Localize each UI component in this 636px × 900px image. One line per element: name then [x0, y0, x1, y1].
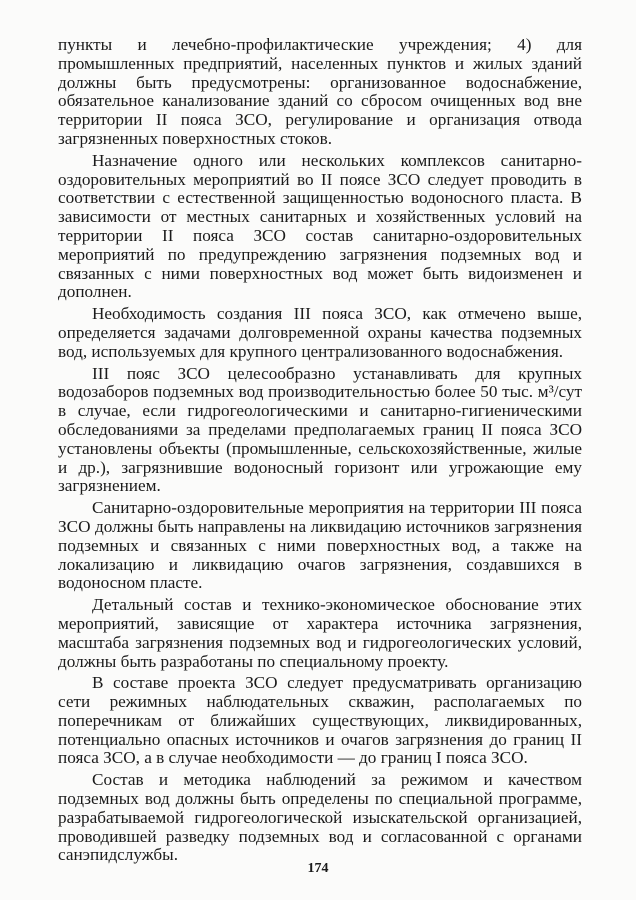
page-body-text	[58, 36, 582, 868]
paragraph-3: Необходимость создания III пояса ЗСО, как отмечено выше, определяется задачами долговременной охраны качества подземных вод, используемых для крупного централизованного водоснабжения.	[58, 304, 582, 361]
page-number: 174	[307, 861, 329, 876]
paragraph-4: III пояс ЗСО целесообразно устанавливать для крупных водозаборов подземных вод производительностью более 50 тыс. м³/сут в случае, если гидрогеологическими и санитарно-гигиеническими обследованиями за пределами предполагаемых границ II пояса ЗСО установлены объекты (промышленные, сельскохозяйственные, жилые и др.), загрязнившие водоносный горизонт или угрожающие ему загрязнением.	[58, 363, 582, 496]
paragraph-2: Назначение одного или нескольких комплексов санитарно-оздоровительных мероприятий во II поясе ЗСО следует проводить в соответствии с естественной защищенностью водоносного пласта. В зависимости от местных санитарных и хозяйственных условий на территории II пояса ЗСО состав санитарно-оздоровительных мероприятий по предупреждению загрязнения подземных вод и связанных с ними поверхностных вод может быть видоизменен и дополнен.	[58, 150, 582, 302]
paragraph-1: пункты и лечебно-профилактические учреждения; 4) для промышленных предприятий, населенных пунктов и жилых зданий должны быть предусмотрены: организованное водоснабжение, обязательное канализование зданий со сбросом очищенных вод вне территории II пояса ЗСО, регулирование и организация отвода загрязненных поверхностных стоков.	[58, 35, 582, 148]
paragraph-8: Состав и методика наблюдений за режимом и качеством подземных вод должны быть определены по специальной программе, разрабатываемой гидрогеологической изыскательской организацией, проводившей разведку подземных вод и согласованной с органами санэпидслужбы.	[58, 770, 582, 865]
paragraph-5: Санитарно-оздоровительные мероприятия на территории III пояса ЗСО должны быть направлены на ликвидацию источников загрязнения подземных и связанных с ними поверхностных вод, а также на локализацию и ликвидацию очагов загрязнения, создавшихся в водоносном пласте.	[58, 498, 582, 593]
paragraph-7: В составе проекта ЗСО следует предусматривать организацию сети режимных наблюдательных скважин, располагаемых по поперечникам от ближайших существующих, ликвидированных, потенциально опасных источников и очагов загрязнения до границ II пояса ЗСО, а в случае необходимости — до границ I пояса ЗСО.	[58, 673, 582, 768]
paragraph-6: Детальный состав и технико-экономическое обоснование этих мероприятий, зависящие от характера источника загрязнения, масштаба загрязнения подземных вод и гидрогеологических условий, должны быть разработаны по специальному проекту.	[58, 595, 582, 671]
